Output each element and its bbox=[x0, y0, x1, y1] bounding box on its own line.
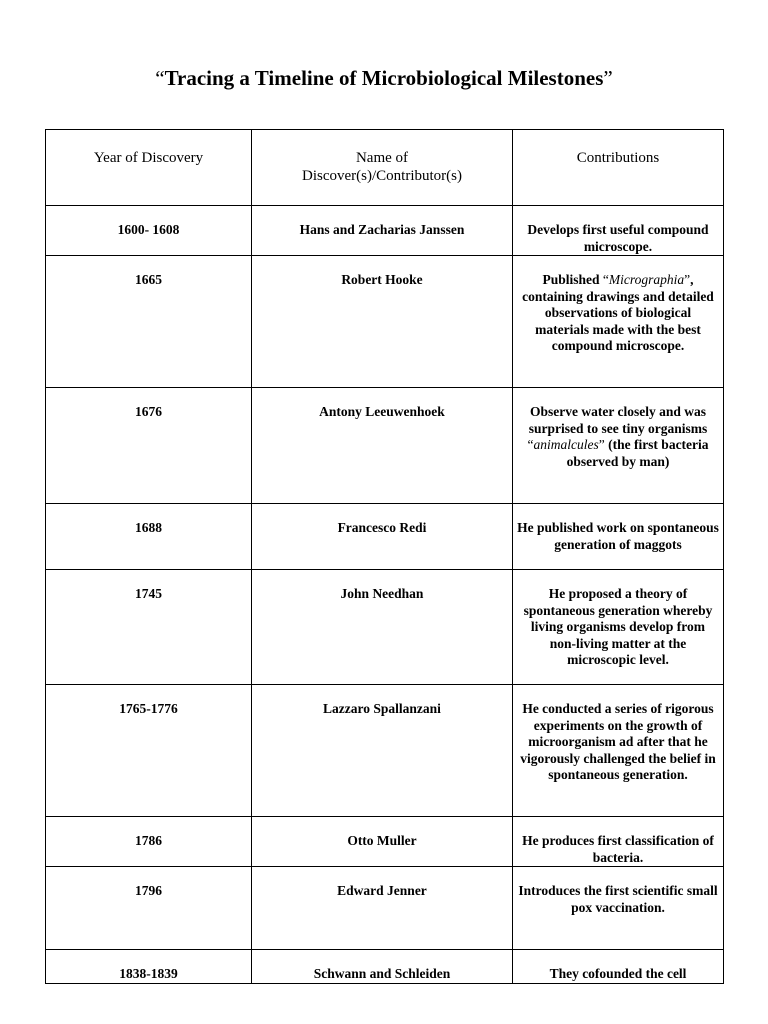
table-row bbox=[46, 867, 724, 950]
table-row bbox=[46, 817, 724, 867]
name-cell: Robert Hooke bbox=[252, 256, 513, 388]
table-row bbox=[46, 950, 724, 984]
title-open-quote: “ bbox=[155, 66, 165, 90]
italic-term: Micrographia bbox=[608, 272, 685, 287]
contribution-cell: Published “Micrographia”, containing drawings and detailed observations of biological materials made with the best compound microscope. bbox=[513, 256, 724, 388]
name-cell: Francesco Redi bbox=[252, 504, 513, 570]
title-close-quote: ” bbox=[603, 66, 613, 90]
name-cell: Edward Jenner bbox=[252, 867, 513, 950]
contribution-cell: Observe water closely and was surprised to see tiny organisms “animalcules” (the first bacteria observed by man) bbox=[513, 388, 724, 504]
contribution-cell: He published work on spontaneous generation of maggots bbox=[513, 504, 724, 570]
table-row bbox=[46, 685, 724, 817]
year-cell: 1765-1776 bbox=[46, 685, 252, 817]
name-cell: Lazzaro Spallanzani bbox=[252, 685, 513, 817]
page-title bbox=[0, 64, 768, 92]
name-cell: Hans and Zacharias Janssen bbox=[252, 206, 513, 256]
table-row bbox=[46, 206, 724, 256]
year-cell: 1676 bbox=[46, 388, 252, 504]
contribution-cell: He produces first classification of bacteria. bbox=[513, 817, 724, 867]
header-contributions: Contributions bbox=[513, 130, 724, 206]
table-row bbox=[46, 388, 724, 504]
contribution-cell: Develops first useful compound microscope. bbox=[513, 206, 724, 256]
contribution-cell: Introduces the first scientific small pox vaccination. bbox=[513, 867, 724, 950]
year-cell: 1838-1839 bbox=[46, 950, 252, 984]
table-row bbox=[46, 256, 724, 388]
year-cell: 1665 bbox=[46, 256, 252, 388]
name-cell: Schwann and Schleiden bbox=[252, 950, 513, 984]
year-cell: 1600- 1608 bbox=[46, 206, 252, 256]
contribution-cell: He conducted a series of rigorous experiments on the growth of microorganism ad after that he vigorously challenged the belief in spontaneous generation. bbox=[513, 685, 724, 817]
header-name-line2: Discover(s)/Contributor(s) bbox=[302, 168, 462, 184]
table-row bbox=[46, 570, 724, 685]
name-cell: Otto Muller bbox=[252, 817, 513, 867]
year-cell: 1688 bbox=[46, 504, 252, 570]
year-cell: 1786 bbox=[46, 817, 252, 867]
name-cell: Antony Leeuwenhoek bbox=[252, 388, 513, 504]
header-row bbox=[46, 130, 724, 206]
header-name bbox=[252, 130, 513, 206]
title-text: Tracing a Timeline of Microbiological Milestones bbox=[164, 66, 604, 90]
year-cell: 1745 bbox=[46, 570, 252, 685]
header-year: Year of Discovery bbox=[46, 130, 252, 206]
milestones-table bbox=[45, 129, 724, 984]
italic-term: animalcules bbox=[533, 437, 599, 452]
year-cell: 1796 bbox=[46, 867, 252, 950]
table-row bbox=[46, 504, 724, 570]
header-name-line1: Name of bbox=[355, 150, 409, 166]
name-cell: John Needhan bbox=[252, 570, 513, 685]
contribution-cell: They cofounded the cell bbox=[513, 950, 724, 984]
contribution-cell: He proposed a theory of spontaneous generation whereby living organisms develop from non-living matter at the microscopic level. bbox=[513, 570, 724, 685]
